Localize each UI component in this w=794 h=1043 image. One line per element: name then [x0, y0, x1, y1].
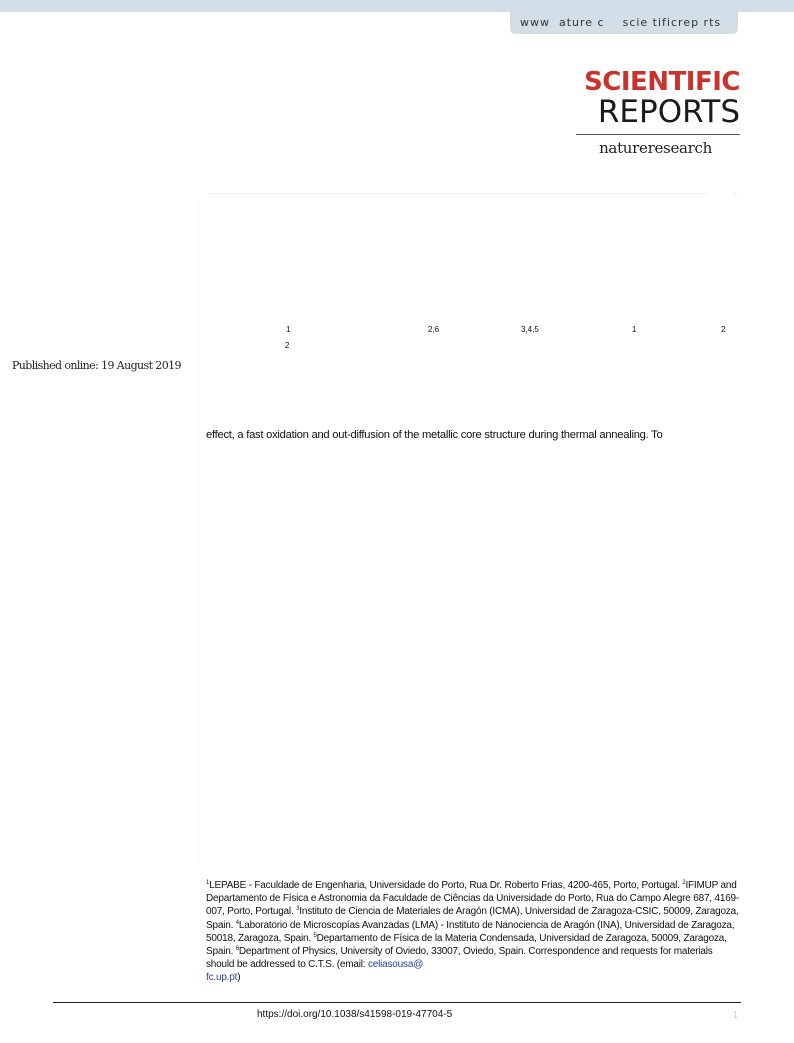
affiliation-mark: 1	[286, 325, 291, 334]
footnote-marker: 6	[235, 946, 239, 953]
affiliation-mark: 1	[632, 325, 637, 334]
doi-link[interactable]: https://doi.org/10.1038/s41598-019-47704-5	[257, 1009, 453, 1020]
footnote-marker: 5	[313, 932, 317, 939]
footnote-marker: 4	[235, 919, 239, 926]
journal-url-tab[interactable]: www ature c scie tificrep rts	[510, 12, 738, 34]
affiliation-mark: 2,6	[428, 325, 440, 334]
header-divider	[208, 193, 708, 194]
affiliations-footnote: $^1$LEPABE - Faculdade de Engenharia, Universidade do Porto, Rua Dr. Roberto Frias, 4200-465, Porto, Portugal. $^2$IFIMUP and Departamento de Física e Astronomia da Faculdade de Ciências da Universidade do Porto, Rua do Campo Alegre 687, 4169-007, Porto, Portugal. $^3$Instituto de Ciencia de Materiales de Aragón (ICMA), Universidad de Zaragoza-CSIC, 50009, Zaragoza, Spain. $^4$Laboratorio de Microscopías Avanzadas (LMA) - Instituto de Nanociencia de Aragón (INA), Universidad de Zaragoza, 50018, Zaragoza, Spain. $^5$Departamento de Física de la Materia Condensada, Universidad de Zaragoza, 50009, Zaragoza, Spain. $^6$Department of Physics, University of Oviedo, 33007, Oviedo, Spain. Correspondence and requests for materials should be addressed to C.T.S. (email: celiasousa@ fc.up.pt)	[206, 880, 740, 984]
logo-scientific: SCIENTIFIC	[584, 67, 740, 97]
correspondence-email-link[interactable]: celiasousa@ fc.up.pt	[206, 959, 424, 984]
affiliation-mark: 2	[285, 341, 290, 350]
affiliation-mark: 2	[721, 325, 726, 334]
footer-divider	[53, 1002, 741, 1003]
journal-logo	[572, 68, 740, 128]
publisher-logo: natureresearch	[599, 139, 712, 157]
footnote-marker: 3	[296, 906, 300, 913]
header-divider-end	[734, 193, 738, 194]
footnote-marker: 1	[206, 880, 210, 886]
footnote-marker: 2	[682, 880, 686, 886]
published-date: Published online: 19 August 2019	[12, 359, 181, 372]
page-number: 1	[733, 1010, 739, 1020]
abstract-text-line: effect, a fast oxidation and out-diffusion of the metallic core structure during thermal annealing. To	[206, 429, 663, 441]
margin-divider	[198, 204, 199, 864]
affiliation-mark: 3,4,5	[521, 325, 539, 334]
logo-reports: REPORTS	[597, 94, 740, 130]
top-color-bar	[0, 0, 794, 12]
logo-divider	[576, 134, 740, 135]
